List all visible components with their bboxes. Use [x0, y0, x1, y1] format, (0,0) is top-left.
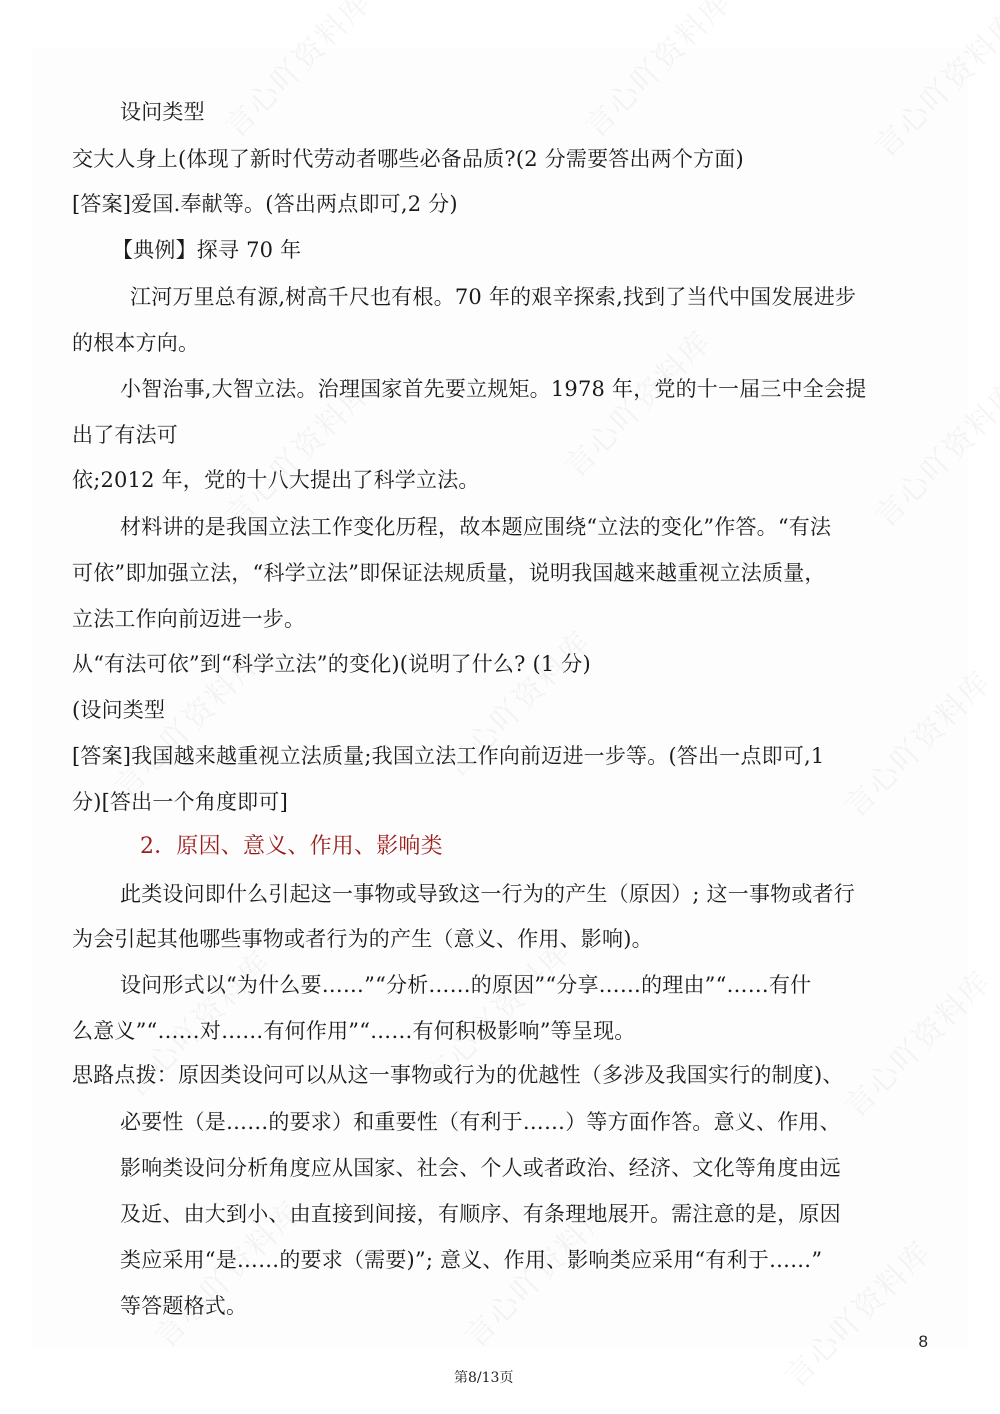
text-line: 江河万里总有源,树高千尺也有根。70 年的艰辛探索,找到了当代中国发展进步: [130, 285, 857, 309]
text-line: 的根本方向。: [72, 331, 200, 355]
section-heading: 2．原因、意义、作用、影响类: [140, 834, 443, 859]
text-line: 此类设问即什么引起这一事物或导致这一行为的产生（原因）; 这一事物或者行: [120, 882, 855, 906]
text-line: 可依”即加强立法，“科学立法”即保证法规质量，说明我国越来越重视立法质量，: [72, 561, 826, 585]
text-line: 【典例】探寻 70 年: [112, 238, 302, 262]
text-line: 为会引起其他哪些事物或者行为的产生（意义、作用、影响)。: [72, 927, 653, 951]
text-line: 交大人身上(体现了新时代劳动者哪些必备品质?(2 分需要答出两个方面): [72, 147, 744, 171]
text-line: 立法工作向前迈进一步。: [72, 607, 306, 631]
text-line: 影响类设问分析角度应从国家、社会、个人或者政治、经济、文化等角度由远: [120, 1156, 841, 1180]
text-line: 依;2012 年，党的十八大提出了科学立法。: [72, 468, 480, 492]
text-line: 从“有法可依”到“科学立法”的变化)(说明了什么? (1 分): [72, 652, 591, 676]
text-line: 必要性（是……的要求）和重要性（有利于……）等方面作答。意义、作用、: [120, 1110, 841, 1134]
text-line: [答案]爱国.奉献等。(答出两点即可,2 分): [72, 192, 458, 216]
text-line: 么意义”“……对……有何作用”“……有何积极影响”等呈现。: [72, 1019, 636, 1043]
text-line: 设问形式以“为什么要……”“分析……的原因”“分享……的理由”“……有什: [120, 973, 812, 997]
text-line: [答案]我国越来越重视立法质量;我国立法工作向前迈进一步等。(答出一点即可,1: [72, 744, 825, 768]
text-line: 出了有法可: [72, 423, 178, 447]
text-line: 等答题格式。: [120, 1294, 248, 1318]
page-footer: 第8/13页: [454, 1370, 514, 1386]
text-line: 小智治事,大智立法。治理国家首先要立规矩。1978 年，党的十一届三中全会提: [120, 377, 867, 401]
text-line: 设问类型: [120, 100, 205, 124]
text-line: (设问类型: [72, 698, 166, 722]
text-line: 分)[答出一个角度即可]: [72, 790, 288, 814]
text-line: 思路点拨：原因类设问可以从这一事物或行为的优越性（多涉及我国实行的制度)、: [72, 1063, 844, 1087]
page-number: 8: [918, 1332, 928, 1351]
text-line: 及近、由大到小、由直接到间接，有顺序、有条理地展开。需注意的是，原因: [120, 1202, 841, 1226]
text-line: 类应采用“是……的要求（需要)”; 意义、作用、影响类应采用“有利于……”: [120, 1248, 823, 1272]
text-line: 材料讲的是我国立法工作变化历程，故本题应围绕“立法的变化”作答。“有法: [120, 515, 832, 539]
